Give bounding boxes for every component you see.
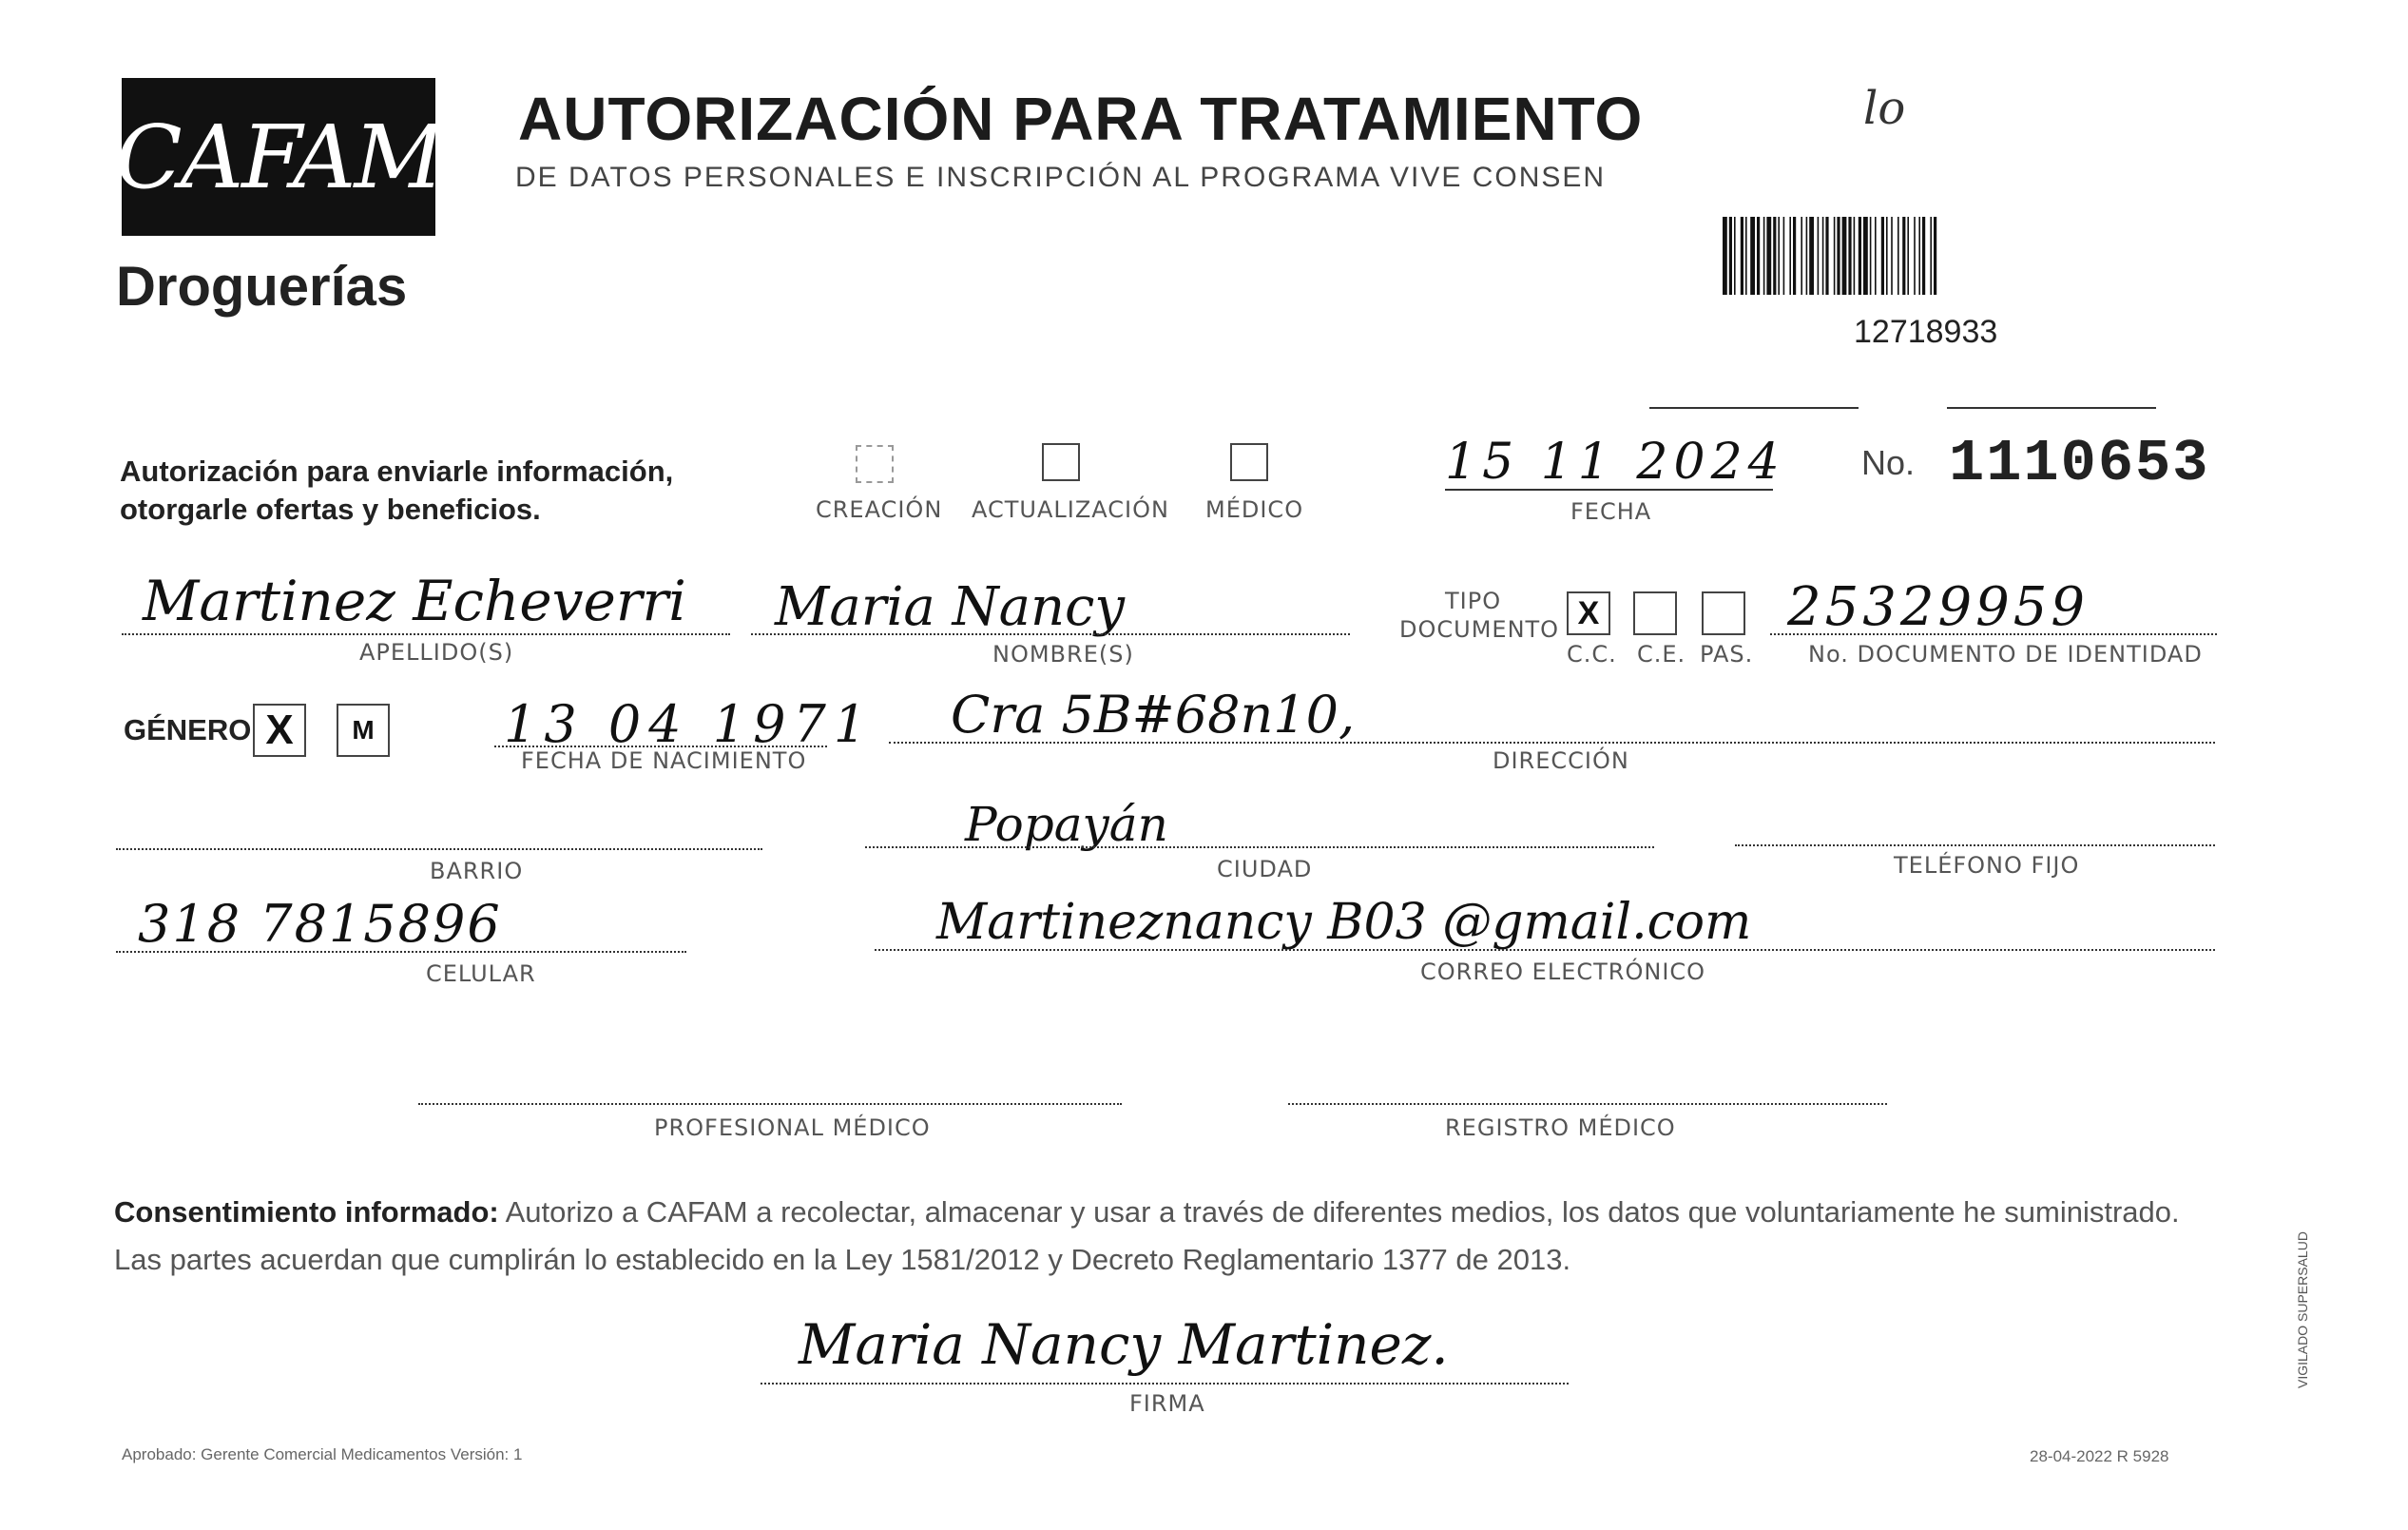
nacimiento-label: FECHA DE NACIMIENTO [521, 747, 807, 774]
nombres-line [751, 633, 1350, 635]
genero-m-checkbox[interactable]: M [337, 704, 390, 757]
documento-value: 25329959 [1787, 576, 2090, 638]
creacion-checkbox[interactable] [856, 445, 894, 483]
logo-text: CAFAM [115, 106, 442, 208]
ciudad-value: Popayán [965, 797, 1168, 852]
intro-text [120, 453, 673, 529]
ce-checkbox[interactable] [1633, 591, 1677, 635]
signature-line [761, 1383, 1569, 1385]
correo-line [875, 949, 2215, 951]
form-subtitle: DE DATOS PERSONALES E INSCRIPCIÓN AL PROGRAMA VIVE CONSEN [515, 162, 1607, 193]
actualizacion-checkbox[interactable] [1042, 443, 1080, 481]
direccion-label: DIRECCIÓN [1493, 747, 1629, 774]
profesional-line [418, 1103, 1122, 1105]
header-rule-1 [1649, 407, 1859, 409]
creacion-label: CREACIÓN [816, 496, 943, 523]
direccion-value: Cra 5B#68n10, [951, 685, 1356, 745]
nombres-value: Maria Nancy [775, 576, 1126, 638]
direccion-line [889, 742, 2215, 744]
nacimiento-value: 13 04 1971 [504, 694, 875, 754]
intro-line-2: otorgarle ofertas y beneficios. [120, 493, 541, 526]
ce-label: C.E. [1637, 641, 1686, 668]
form-number: 1110653 [1949, 430, 2210, 497]
apellidos-line [122, 633, 730, 635]
fecha-value: 15 11 2024 [1445, 434, 1785, 491]
registro-label: REGISTRO MÉDICO [1445, 1114, 1676, 1141]
fecha-line [1445, 489, 1773, 491]
nombres-label: NOMBRE(S) [992, 641, 1134, 668]
correo-label: CORREO ELECTRÓNICO [1420, 959, 1706, 985]
celular-label: CELULAR [426, 960, 536, 987]
telefono-label: TELÉFONO FIJO [1894, 852, 2080, 879]
cc-checkbox[interactable]: X [1567, 591, 1610, 635]
supersalud-mark [2274, 1189, 2310, 1388]
barrio-line [116, 848, 762, 850]
barcode-number: 12718933 [1854, 314, 1998, 350]
celular-value: 318 7815896 [138, 894, 502, 954]
header-rule-2 [1947, 407, 2156, 409]
profesional-label: PROFESIONAL MÉDICO [654, 1114, 931, 1141]
registro-line [1288, 1103, 1887, 1105]
consent-paragraph [114, 1189, 2225, 1284]
footer-approval: Aprobado: Gerente Comercial Medicamentos Versión: 1 [122, 1445, 523, 1463]
tipo-doc-label-2: DOCUMENTO [1399, 616, 1560, 643]
apellidos-value: Martinez Echeverri [143, 569, 686, 633]
supersalud-text: VIGILADO SUPERSALUD [2295, 1231, 2310, 1388]
barrio-label: BARRIO [430, 858, 524, 884]
pas-label: PAS. [1700, 641, 1754, 668]
cafam-logo [115, 78, 442, 236]
corner-mark: lo [1863, 82, 1906, 135]
form-title: AUTORIZACIÓN PARA TRATAMIENTO [518, 85, 1644, 153]
ciudad-label: CIUDAD [1217, 856, 1313, 882]
logo-subtitle: Droguerías [116, 256, 408, 318]
pas-checkbox[interactable] [1702, 591, 1745, 635]
consent-text: Autorizo a CAFAM a recolectar, almacenar y usar a través de diferentes medios, los datos que voluntariamente he suministrado. Las partes acuerdan que cumplirán lo establecido en la Ley 1581/2012 y Decreto Reglamentario 1377 de 2013. [114, 1195, 2180, 1276]
fecha-label: FECHA [1570, 498, 1652, 525]
celular-line [116, 951, 686, 953]
medico-label: MÉDICO [1205, 496, 1304, 523]
actualizacion-label: ACTUALIZACIÓN [972, 496, 1169, 523]
signature-label: FIRMA [1129, 1390, 1205, 1417]
barcode [1723, 217, 2101, 295]
documento-line [1770, 633, 2217, 635]
signature-value: Maria Nancy Martinez. [799, 1312, 1449, 1377]
correo-value: Martineznancy B03 @gmail.com [936, 894, 1752, 951]
number-label: No. [1861, 443, 1916, 482]
ciudad-line [865, 846, 1654, 848]
intro-line-1: Autorización para enviarle información, [120, 455, 674, 488]
medico-checkbox[interactable] [1230, 443, 1268, 481]
tipo-doc-label-1: TIPO [1445, 588, 1502, 614]
documento-label: No. DOCUMENTO DE IDENTIDAD [1808, 641, 2203, 668]
genero-label: GÉNERO [124, 713, 252, 746]
cc-label: C.C. [1567, 641, 1617, 668]
footer-date-code: 28-04-2022 R 5928 [2030, 1447, 2169, 1465]
telefono-line [1735, 844, 2215, 846]
consent-heading: Consentimiento informado: [114, 1195, 499, 1229]
genero-f-checkbox[interactable]: X [253, 704, 306, 757]
apellidos-label: APELLIDO(S) [359, 639, 514, 666]
